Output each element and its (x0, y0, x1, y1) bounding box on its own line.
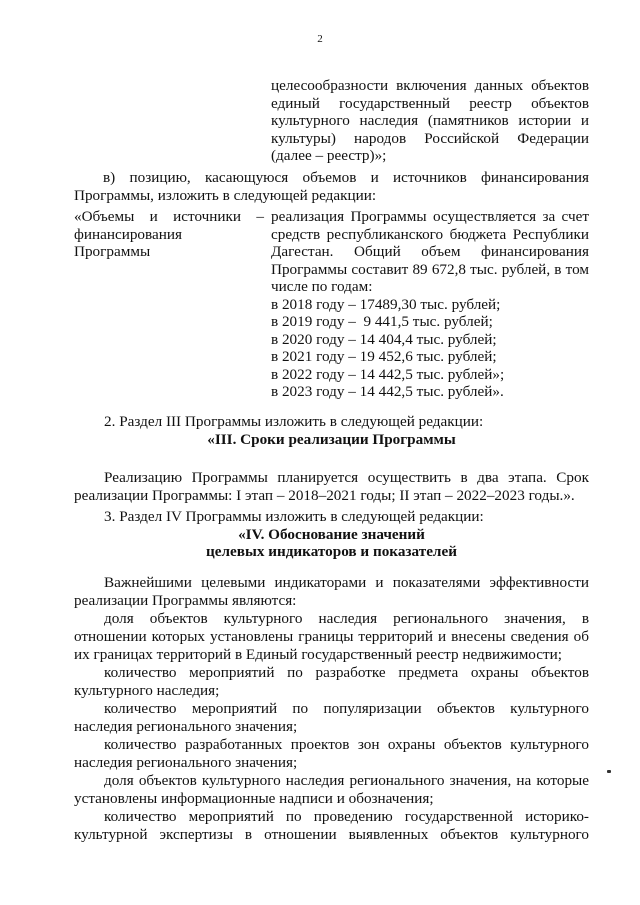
continuation-block (271, 77, 589, 165)
section3-body-line: Важнейшими целевыми индикаторами и показателями эффективности (104, 574, 589, 591)
section3-body-line: культурного наследия; (74, 682, 220, 699)
section2-body-line: Реализацию Программы планируется осуществить в два этапа. Срок (104, 469, 589, 486)
section3-body-line: наследия регионального значения; (74, 754, 298, 771)
section3-body-line: реализации Программы являются: (74, 592, 297, 609)
section3-body-line: доля объектов культурного наследия регионального значения, на которые (104, 772, 589, 789)
table-left-column (74, 208, 264, 261)
scan-speck (607, 770, 611, 773)
text-line: культурного наследия (памятников истории и (271, 112, 589, 129)
table-left-line: финансирования (74, 225, 182, 243)
section3-body-line: количество мероприятий по разработке предмета охраны объектов (104, 664, 589, 681)
funding-year-2023: в 2023 году – 14 442,5 тыс. рублей». (271, 383, 504, 400)
section3-body-line: культурной экспертизы в отношении выявленных объектов культурного (74, 826, 589, 843)
funding-year-2022: в 2022 году – 14 442,5 тыс. рублей»; (271, 365, 505, 383)
text-line: культуры) народов Российской Федерации (271, 129, 589, 147)
section3-body-line: отношении которых установлены границы территорий и внесены сведения об (74, 628, 589, 645)
item-v-line: Программы, изложить в следующей редакции: (74, 187, 377, 204)
table-right-line: числе по годам: (271, 278, 373, 295)
section2-body-line: реализации Программы: I этап – 2018–2021 годы; II этап – 2022–2023 годы.». (74, 487, 575, 504)
section3-body-line: доля объектов культурного наследия регионального значения, в (104, 610, 589, 627)
table-left-line: «Объемы и источники – (74, 208, 264, 225)
text-line: целесообразности включения данных объектов (271, 77, 589, 94)
funding-year-2021: в 2021 году – 19 452,6 тыс. рублей; (271, 348, 497, 365)
section2-intro: 2. Раздел III Программы изложить в следующей редакции: (104, 413, 484, 430)
page-number: 2 (317, 33, 323, 45)
text-line: (далее – реестр)»; (271, 147, 387, 164)
table-right-line: Дагестан. Общий объем финансирования (271, 243, 589, 260)
section3-body-line: количество разработанных проектов зон охраны объектов культурного (104, 736, 589, 753)
funding-year-2020: в 2020 году – 14 404,4 тыс. рублей; (271, 330, 497, 348)
table-right-line: Программы составит 89 672,8 тыс. рублей, в том (271, 260, 589, 278)
section3-title: целевых индикаторов и показателей (206, 543, 457, 560)
table-right-line: реализация Программы осуществляется за счет (271, 208, 589, 225)
table-right-line: средств республиканского бюджета Республики (271, 225, 589, 243)
section3-body-line: установлены информационные надписи и обозначения; (74, 790, 434, 807)
section3-body-line: наследия регионального значения; (74, 718, 298, 735)
table-left-line: Программы (74, 243, 151, 260)
funding-year-2019: в 2019 году – 9 441,5 тыс. рублей; (271, 313, 493, 330)
text-line: единый государственный реестр объектов (271, 94, 589, 112)
section3-body-line: количество мероприятий по популяризации объектов культурного (104, 700, 589, 717)
funding-year-2018: в 2018 году – 17489,30 тыс. рублей; (271, 295, 501, 313)
item-v-line: в) позицию, касающуюся объемов и источников финансирования (103, 169, 589, 186)
section3-intro: 3. Раздел IV Программы изложить в следующей редакции: (104, 508, 484, 525)
section3-body-line: количество мероприятий по проведению государственной историко- (104, 808, 589, 825)
section2-title: «III. Сроки реализации Программы (207, 431, 456, 448)
section3-title: «IV. Обоснование значений (238, 526, 425, 543)
table-right-column (271, 208, 589, 401)
section3-body-line: их границах территорий в Единый государственный реестр недвижимости; (74, 646, 563, 663)
